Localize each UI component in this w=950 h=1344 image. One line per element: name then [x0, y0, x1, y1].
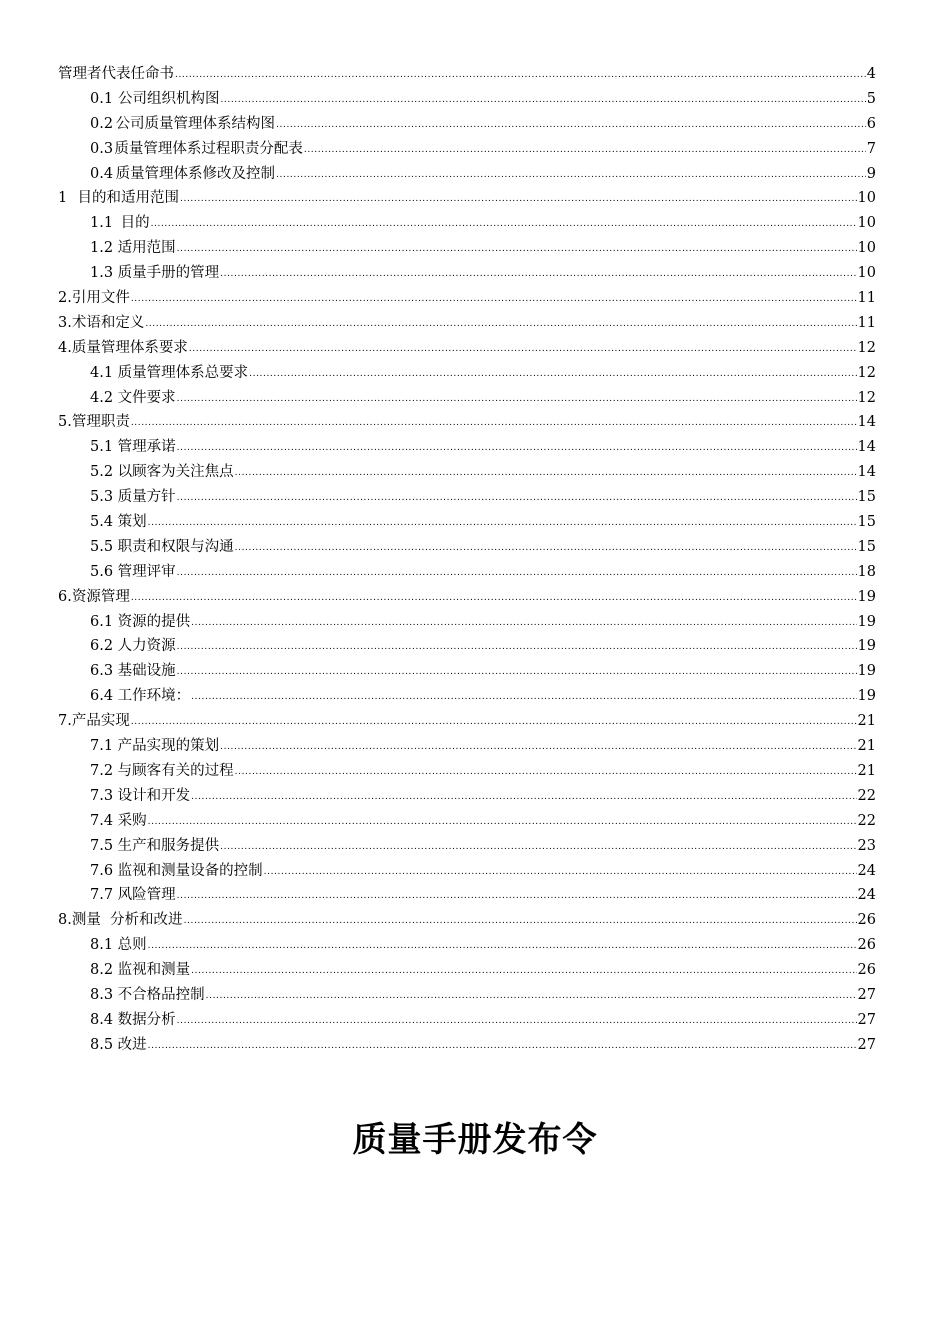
toc-entry[interactable]: [58, 834, 876, 859]
toc-entry-title: 5.1 管理承诺: [90, 439, 176, 456]
toc-dot-leader: [235, 534, 857, 561]
toc-page-number: 11: [857, 314, 876, 331]
toc-dot-leader: [264, 858, 857, 885]
toc-page-number: 26: [857, 962, 876, 979]
toc-entry-title: 8.3 不合格品控制: [90, 986, 205, 1003]
toc-entry[interactable]: [58, 734, 876, 759]
toc-dot-leader: [177, 658, 857, 685]
toc-entry[interactable]: [58, 261, 876, 286]
toc-entry[interactable]: [58, 137, 876, 162]
toc-entry[interactable]: [58, 1008, 876, 1033]
toc-dot-leader: [206, 982, 857, 1009]
toc-entry[interactable]: [58, 659, 876, 684]
toc-entry-title: 8.5 改进: [90, 1036, 147, 1053]
toc-entry[interactable]: [58, 162, 876, 187]
toc-dot-leader: [191, 683, 856, 710]
toc-dot-leader: [276, 161, 866, 188]
toc-page-number: 15: [857, 538, 876, 555]
toc-page-number: 10: [857, 215, 876, 232]
toc-page-number: 19: [857, 638, 876, 655]
toc-entry-title: 4.1 质量管理体系总要求: [90, 364, 249, 381]
toc-dot-leader: [177, 633, 857, 660]
toc-page-number: 14: [857, 464, 876, 481]
toc-dot-leader: [191, 783, 856, 810]
toc-dot-leader: [131, 708, 857, 735]
toc-dot-leader: [191, 609, 856, 636]
toc-dot-leader: [220, 833, 856, 860]
toc-page-number: 19: [857, 688, 876, 705]
toc-entry[interactable]: [58, 759, 876, 784]
toc-entry-title: 8.2 监视和测量: [90, 962, 191, 979]
toc-entry-title: 3.术语和定义: [58, 314, 145, 331]
toc-entry[interactable]: [58, 933, 876, 958]
toc-entry[interactable]: [58, 784, 876, 809]
toc-dot-leader: [184, 907, 857, 934]
toc-entry[interactable]: [58, 560, 876, 585]
toc-page-number: 21: [857, 713, 876, 730]
toc-entry-title: 公司组织机构图: [117, 90, 220, 107]
toc-entry[interactable]: [58, 311, 876, 336]
toc-dot-leader: [177, 385, 857, 412]
toc-entry-title: 6.资源管理: [58, 588, 130, 605]
toc-entry[interactable]: [58, 709, 876, 734]
toc-dot-leader: [276, 111, 866, 138]
toc-dot-leader: [148, 509, 857, 536]
toc-entry[interactable]: [58, 112, 876, 137]
toc-entry-title: 1.3 质量手册的管理: [90, 265, 220, 282]
toc-page-number: 6: [866, 115, 876, 132]
toc-page-number: 24: [857, 887, 876, 904]
toc-entry[interactable]: [58, 983, 876, 1008]
toc-page-number: 27: [857, 1036, 876, 1053]
toc-dot-leader: [177, 434, 857, 461]
toc-entry-title: 5.6 管理评审: [90, 563, 176, 580]
toc-dot-leader: [148, 932, 857, 959]
toc-entry[interactable]: [58, 958, 876, 983]
toc-dot-leader: [220, 260, 856, 287]
toc-dot-leader: [177, 1007, 857, 1034]
toc-page-number: 27: [857, 1011, 876, 1028]
toc-entry[interactable]: [58, 336, 876, 361]
toc-entry[interactable]: [58, 485, 876, 510]
toc-page-number: 26: [857, 912, 876, 929]
toc-entry-title: 7.4 采购: [90, 812, 147, 829]
toc-dot-leader: [220, 733, 856, 760]
toc-entry-title: 1.2 适用范围: [90, 240, 176, 257]
toc-dot-leader: [177, 484, 857, 511]
toc-page-number: 5: [866, 90, 876, 107]
toc-entry[interactable]: [58, 211, 876, 236]
toc-entry-title: 8.1 总则: [90, 937, 147, 954]
toc-page-number: 12: [857, 389, 876, 406]
toc-page-number: 22: [857, 787, 876, 804]
toc-dot-leader: [304, 136, 866, 163]
toc-page-number: 21: [857, 762, 876, 779]
toc-entry[interactable]: [58, 62, 876, 87]
toc-entry-title: 6.3 基础设施: [90, 663, 176, 680]
toc-entry[interactable]: [58, 908, 876, 933]
toc-entry-title: 质量管理体系修改及控制: [115, 165, 276, 182]
toc-page-number: 15: [857, 514, 876, 531]
toc-page-number: 15: [857, 489, 876, 506]
toc-page-number: 24: [857, 862, 876, 879]
toc-entry[interactable]: [58, 386, 876, 411]
toc-dot-leader: [180, 185, 857, 212]
toc-page-number: 10: [857, 240, 876, 257]
toc-entry[interactable]: [58, 1033, 876, 1058]
toc-dot-leader: [220, 86, 865, 113]
toc-page-number: 18: [857, 563, 876, 580]
toc-entry-title: 7.7 风险管理: [90, 887, 176, 904]
toc-entry-title: 7.2 与顾客有关的过程: [90, 762, 234, 779]
toc-entry[interactable]: [58, 684, 876, 709]
toc-entry[interactable]: [58, 610, 876, 635]
toc-page-number: 14: [857, 439, 876, 456]
toc-entry-number: 0.1: [90, 90, 114, 107]
toc-page-number: 26: [857, 937, 876, 954]
toc-page-number: 10: [857, 190, 876, 207]
toc-page-number: 12: [857, 339, 876, 356]
toc-entry[interactable]: [58, 286, 876, 311]
toc-page-number: 11: [857, 290, 876, 307]
toc-page-number: 23: [857, 837, 876, 854]
toc-entry[interactable]: [58, 460, 876, 485]
toc-dot-leader: [177, 235, 857, 262]
toc-entry-title: 2.引用文件: [58, 290, 130, 307]
toc-entry[interactable]: [58, 634, 876, 659]
toc-entry-title: 质量管理体系过程职责分配表: [114, 140, 303, 157]
toc-page-number: 19: [857, 588, 876, 605]
toc-page-number: 22: [857, 812, 876, 829]
toc-entry-number: 0.3: [90, 140, 114, 157]
toc-dot-leader: [177, 882, 857, 909]
toc-entry-title: 目的和适用范围: [77, 190, 180, 207]
toc-entry-title: 6.4 工作环境：: [90, 688, 191, 705]
toc-dot-leader: [145, 310, 856, 337]
toc-entry[interactable]: [58, 585, 876, 610]
toc-dot-leader: [131, 409, 857, 436]
toc-entry-title: 管理者代表任命书: [58, 66, 174, 82]
toc-page-number: 4: [866, 66, 876, 82]
toc-page-number: 12: [857, 364, 876, 381]
page-title: 质量手册发布令: [352, 1120, 598, 1160]
toc-dot-leader: [131, 584, 857, 611]
toc-entry-title: 公司质量管理体系结构图: [115, 115, 276, 132]
toc-entry[interactable]: [58, 535, 876, 560]
toc-dot-leader: [131, 285, 857, 312]
toc-entry[interactable]: [58, 883, 876, 908]
toc-entry-title: 5.管理职责: [58, 414, 130, 431]
toc-entry[interactable]: [58, 435, 876, 460]
toc-dot-leader: [191, 957, 856, 984]
toc-page-number: 9: [866, 165, 876, 182]
toc-entry-number: 0.4: [90, 165, 114, 182]
toc-entry-title: 5.4 策划: [90, 514, 147, 531]
toc-entry-title: 7.1 产品实现的策划: [90, 738, 220, 755]
toc-page-number: 10: [857, 265, 876, 282]
toc-entry[interactable]: [58, 510, 876, 535]
toc-entry-title: 7.产品实现: [58, 713, 130, 730]
toc-entry-number: 1: [58, 190, 68, 207]
toc-page-number: 7: [866, 140, 876, 157]
toc-entry-title: 7.3 设计和开发: [90, 787, 191, 804]
toc-page-number: 19: [857, 613, 876, 630]
toc-entry[interactable]: [58, 859, 876, 884]
toc-entry[interactable]: [58, 87, 876, 112]
toc-entry[interactable]: [58, 236, 876, 261]
toc-page-number: 14: [857, 414, 876, 431]
toc-entry-number: 0.2: [90, 115, 114, 132]
toc-dot-leader: [249, 360, 856, 387]
toc-entry-title: 7.6 监视和测量设备的控制: [90, 862, 263, 879]
table-of-contents: [58, 62, 876, 1058]
toc-dot-leader: [148, 808, 857, 835]
toc-entry-title: 目的: [120, 215, 150, 232]
toc-dot-leader: [177, 559, 857, 586]
toc-entry-title: 5.5 职责和权限与沟通: [90, 538, 234, 555]
toc-entry-title: 6.2 人力资源: [90, 638, 176, 655]
toc-dot-leader: [235, 459, 857, 486]
toc-entry[interactable]: [58, 361, 876, 386]
toc-entry-title: 5.3 质量方针: [90, 489, 176, 506]
toc-entry-title: 4.2 文件要求: [90, 389, 176, 406]
toc-entry[interactable]: [58, 410, 876, 435]
toc-entry-title: 5.2 以顾客为关注焦点: [90, 464, 234, 481]
toc-dot-leader: [235, 758, 857, 785]
toc-entry[interactable]: [58, 809, 876, 834]
toc-entry[interactable]: [58, 186, 876, 211]
toc-entry-title: 7.5 生产和服务提供: [90, 837, 220, 854]
toc-entry-title: 8.测量 分析和改进: [58, 912, 183, 929]
toc-entry-title: 8.4 数据分析: [90, 1011, 176, 1028]
toc-entry-number: 1.1: [90, 215, 114, 232]
toc-dot-leader: [151, 210, 857, 237]
toc-page-number: 19: [857, 663, 876, 680]
toc-entry-title: 4.质量管理体系要求: [58, 339, 188, 356]
toc-dot-leader: [175, 61, 866, 88]
toc-dot-leader: [189, 335, 857, 362]
toc-page-number: 27: [857, 986, 876, 1003]
toc-page-number: 21: [857, 738, 876, 755]
toc-dot-leader: [148, 1032, 857, 1059]
toc-entry-title: 6.1 资源的提供: [90, 613, 191, 630]
